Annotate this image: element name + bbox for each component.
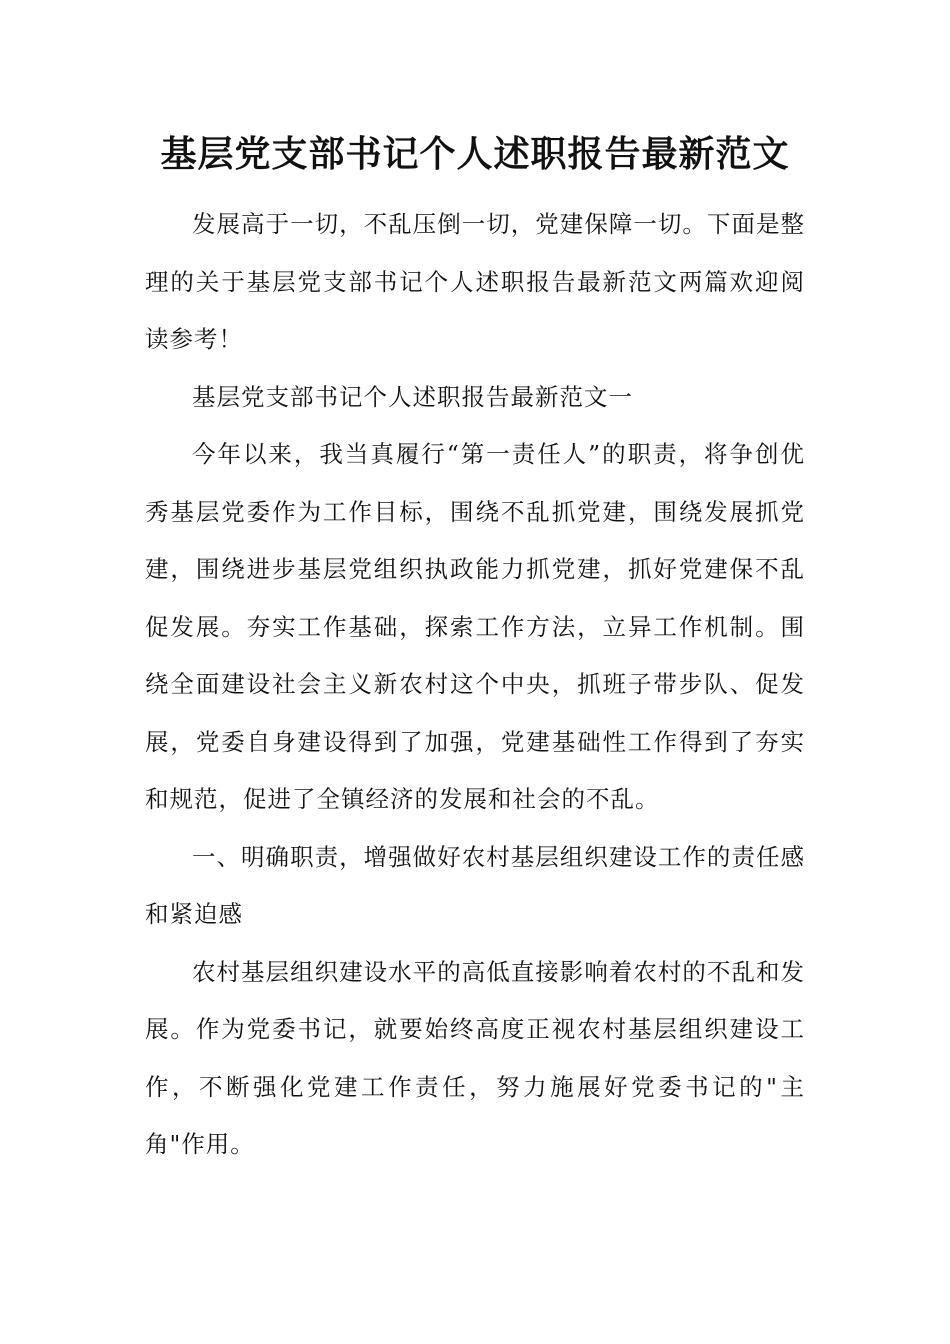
section-heading-one: 基层党支部书记个人述职报告最新范文一 <box>192 382 633 411</box>
body-paragraph: 农村基层组织建设水平的高低直接影响着农村的不乱和发展。作为党委书记，就要始终高度正视农村基层组织建设工作，不断强化党建工作责任，努力施展好党委书记的"主角"作用。 <box>145 957 805 1158</box>
document-body <box>145 196 805 1174</box>
intro-paragraph: 发展高于一切，不乱压倒一切，党建保障一切。下面是整理的关于基层党支部书记个人述职报告最新范文两篇欢迎阅读参考！ <box>145 210 805 353</box>
body-paragraph: 今年以来，我当真履行“第一责任人”的职责，将争创优秀基层党委作为工作目标，围绕不乱抓党建，围绕发展抓党建，围绕进步基层党组织执政能力抓党建，抓好党建保不乱促发展。夯实工作基础，探索工作方法，立异工作机制。围绕全面建设社会主义新农村这个中央，抓班子带步队、促发展，党委自身建设得到了加强，党建基础性工作得到了夯实和规范，促进了全镇经济的发展和社会的不乱。 <box>145 440 805 813</box>
document-title: 基层党支部书记个人述职报告最新范文 <box>160 133 790 175</box>
subsection-heading: 一、明确职责，增强做好农村基层组织建设工作的责任感和紧迫感 <box>145 842 805 928</box>
